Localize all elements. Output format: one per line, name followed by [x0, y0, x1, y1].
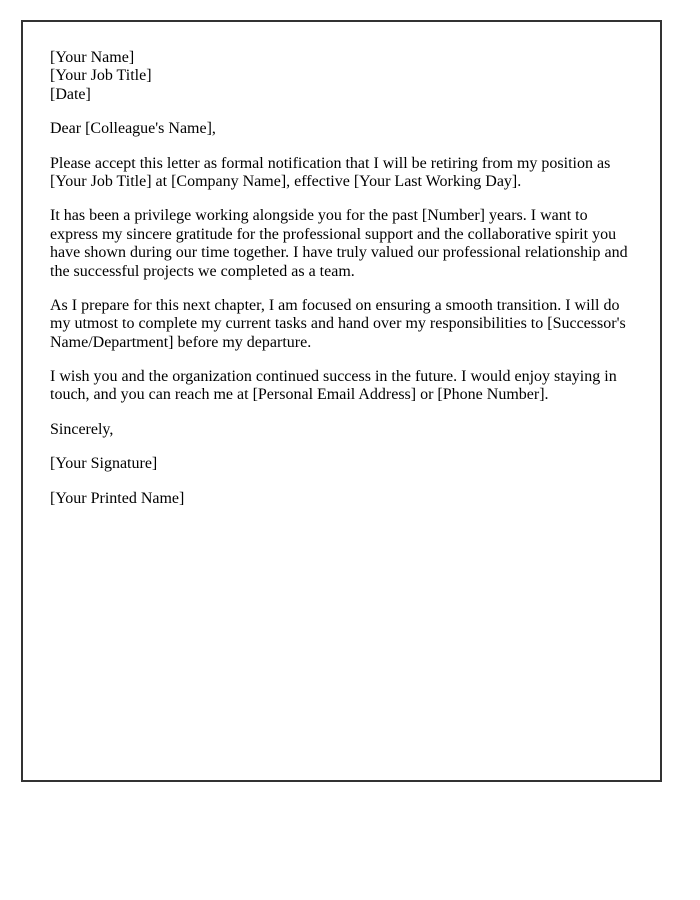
- salutation: Dear [Colleague's Name],: [50, 120, 216, 138]
- printed-name-placeholder: [Your Printed Name]: [50, 489, 185, 507]
- letter-date: [Date]: [50, 85, 91, 103]
- paragraph-well-wishes: I wish you and the organization continued success in the future. I would enjoy staying in touch, and you can reach me at [Personal Email Address] or [Phone Number].: [50, 368, 617, 404]
- closing: Sincerely,: [50, 420, 114, 438]
- paragraph-transition: As I prepare for this next chapter, I am focused on ensuring a smooth transition. I will do my utmost to complete my current tasks and hand over my responsibilities to [Successor's Name/Department] before my departure.: [50, 296, 626, 351]
- sender-job-title: [Your Job Title]: [50, 67, 152, 85]
- sender-name: [Your Name]: [50, 49, 135, 66]
- paragraph-retirement-notice: Please accept this letter as formal notification that I will be retiring from my position as [Your Job Title] at [Company Name], effective [Your Last Working Day].: [50, 154, 611, 190]
- signature-placeholder: [Your Signature]: [50, 455, 158, 473]
- paragraph-gratitude: It has been a privilege working alongside you for the past [Number] years. I want to express my sincere gratitude for the professional support and the collaborative spirit you have shown during our time together. I have truly valued our professional relationship and the successful projects we completed as a team.: [50, 207, 628, 280]
- letter-page: [21, 20, 662, 782]
- sender-block: [50, 49, 635, 104]
